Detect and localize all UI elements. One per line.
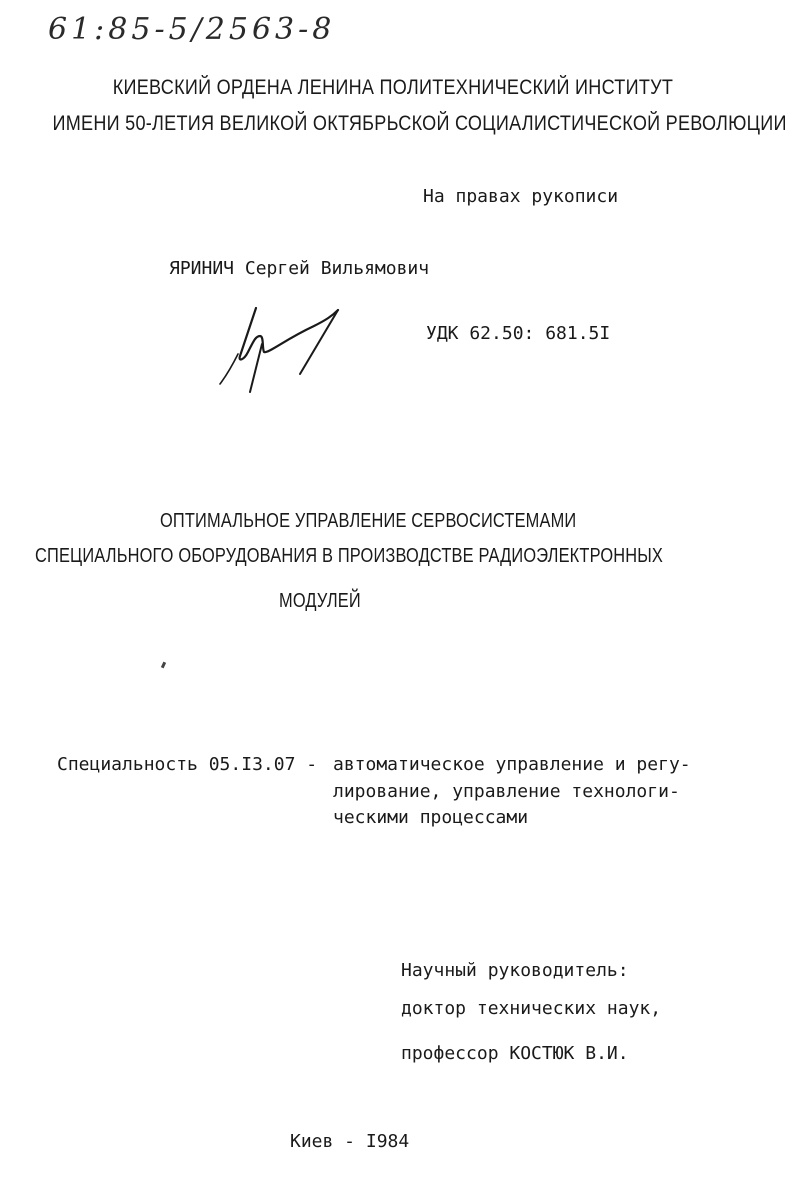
thesis-title-line-2: СПЕЦИАЛЬНОГО ОБОРУДОВАНИЯ В ПРОИЗВОДСТВЕ РАДИОЭЛЕКТРОННЫХ [35,545,664,567]
specialty-description-line-3: ческими процессами [333,807,529,828]
signature-icon [214,296,354,396]
specialty-description-line-1: автоматическое управление и регу- [333,754,691,775]
archive-number-handwritten: 61:85-5/2563-8 [48,12,336,47]
author-name: ЯРИНИЧ Сергей Вильямович [169,258,430,279]
thesis-title-line-3: МОДУЛЕЙ [279,590,361,612]
supervisor-role: Научный руководитель: [401,960,629,981]
thesis-title-line-1: ОПТИМАЛЬНОЕ УПРАВЛЕНИЕ СЕРВОСИСТЕМАМИ [160,510,577,532]
udc-code: УДК 62.50: 681.5I [426,323,611,344]
manuscript-rights-note: На правах рукописи [423,186,619,207]
supervisor-name: профессор КОСТЮК В.И. [401,1043,629,1064]
city-year: Киев - I984 [290,1131,410,1152]
specialty-description-line-2: лирование, управление технологи- [333,781,680,802]
institute-name-line-2: ИМЕНИ 50-ЛЕТИЯ ВЕЛИКОЙ ОКТЯБРЬСКОЙ СОЦИАЛИСТИЧЕСКОЙ РЕВОЛЮЦИИ [52,112,787,135]
specialty-label: Специальность 05.I3.07 - [57,754,318,775]
stray-ink-mark [161,662,166,669]
supervisor-degree: доктор технических наук, [401,998,662,1019]
institute-name-line-1: КИЕВСКИЙ ОРДЕНА ЛЕНИНА ПОЛИТЕХНИЧЕСКИЙ ИНСТИТУТ [112,76,674,99]
